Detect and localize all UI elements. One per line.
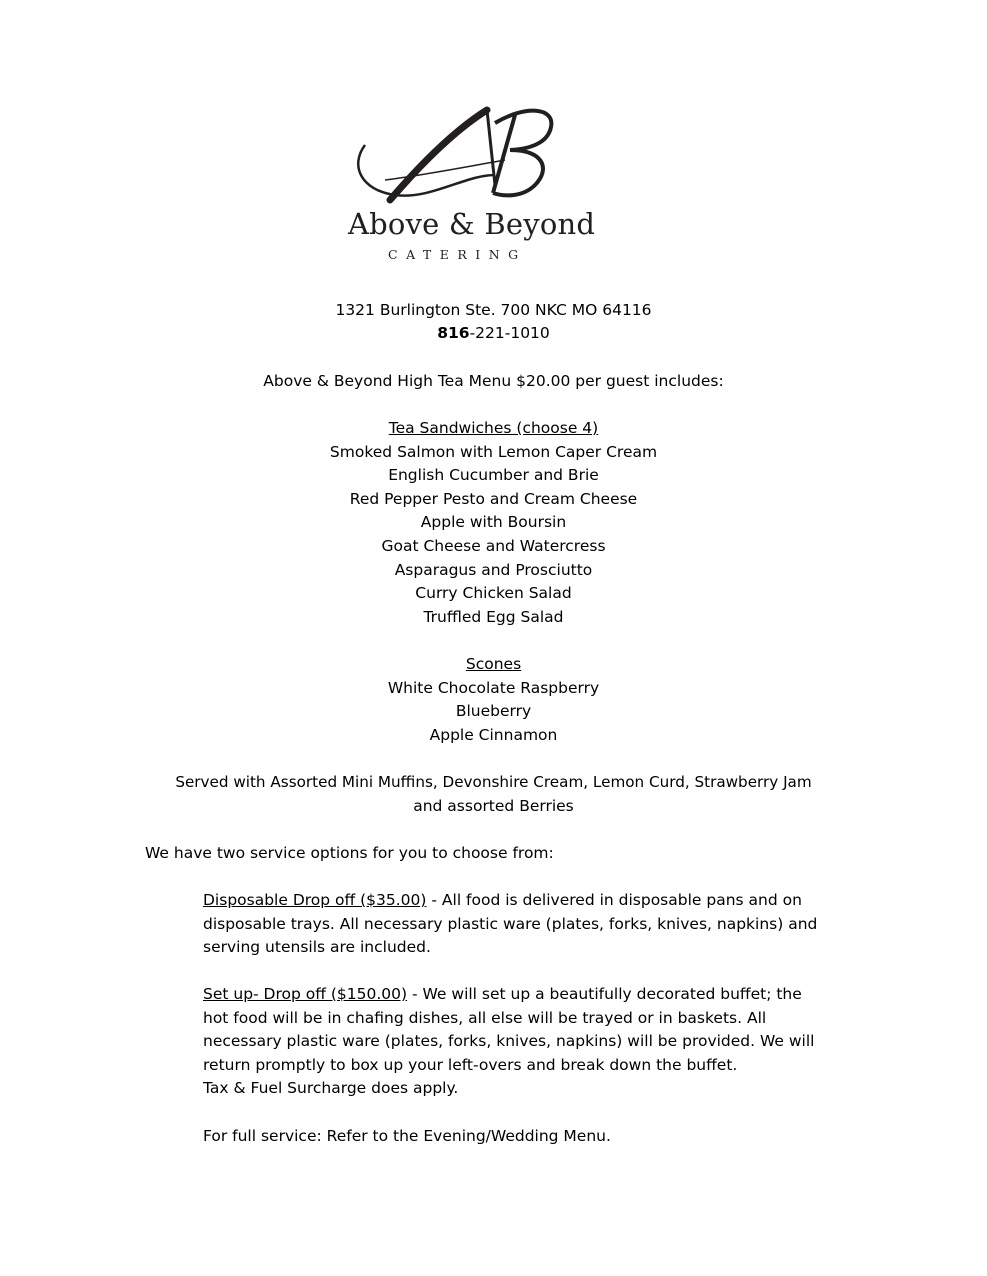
option-disposable-text: - All food is delivered in disposable pans and on — [426, 891, 802, 909]
logo-subtitle: CATERING — [388, 247, 527, 262]
scone-item: Apple Cinnamon — [429, 726, 558, 744]
option-setup-text: - We will set up a beautifully decorated buffet; the — [407, 985, 802, 1003]
sandwich-item: Smoked Salmon with Lemon Caper Cream — [329, 443, 658, 461]
served-with-line2: and assorted Berries — [413, 797, 574, 815]
sandwiches-heading: Tea Sandwiches (choose 4) — [388, 419, 599, 437]
company-logo — [345, 105, 600, 270]
option-disposable — [203, 889, 817, 960]
option-disposable-text: serving utensils are included. — [203, 938, 431, 957]
sandwich-item: Asparagus and Prosciutto — [394, 561, 593, 579]
scones-heading: Scones — [465, 655, 522, 673]
phone-number: -221-1010 — [469, 324, 550, 342]
scone-item: Blueberry — [455, 702, 532, 720]
address: 1321 Burlington Ste. 700 NKC MO 64116 — [335, 301, 652, 319]
sandwich-item: Red Pepper Pesto and Cream Cheese — [349, 490, 638, 508]
scone-item: White Chocolate Raspberry — [387, 679, 600, 697]
option-setup-text: Tax & Fuel Surcharge does apply. — [203, 1079, 459, 1098]
option-setup-title: Set up- Drop off ($150.00) — [203, 985, 408, 1003]
option-setup-text: necessary plastic ware (plates, forks, knives, napkins) will be provided. We will — [203, 1032, 815, 1051]
option-disposable-text: disposable trays. All necessary plastic ware (plates, forks, knives, napkins) and — [203, 914, 818, 933]
option-setup — [203, 983, 814, 1101]
sandwich-item: Goat Cheese and Watercress — [381, 537, 606, 555]
menu-intro: Above & Beyond High Tea Menu $20.00 per guest includes: — [263, 372, 724, 390]
sandwich-item: English Cucumber and Brie — [388, 466, 599, 484]
sandwich-item: Curry Chicken Salad — [415, 584, 572, 602]
service-intro: We have two service options for you to choose from: — [145, 844, 554, 862]
phone — [0, 323, 987, 343]
option-setup-text: return promptly to box up your left-overs and break down the buffet. — [203, 1055, 738, 1074]
full-service-note: For full service: Refer to the Evening/Wedding Menu. — [203, 1127, 611, 1145]
sandwich-item: Truffled Egg Salad — [423, 608, 564, 626]
logo-name: Above & Beyond — [348, 207, 596, 241]
ab-monogram-icon — [345, 105, 600, 215]
sandwich-item: Apple with Boursin — [420, 513, 567, 531]
option-setup-text: hot food will be in chafing dishes, all else will be trayed or in baskets. All — [203, 1008, 767, 1027]
served-with-line1: Served with Assorted Mini Muffins, Devonshire Cream, Lemon Curd, Strawberry Jam — [175, 773, 812, 791]
phone-area-code: 816 — [437, 324, 470, 342]
option-disposable-title: Disposable Drop off ($35.00) — [203, 891, 427, 909]
